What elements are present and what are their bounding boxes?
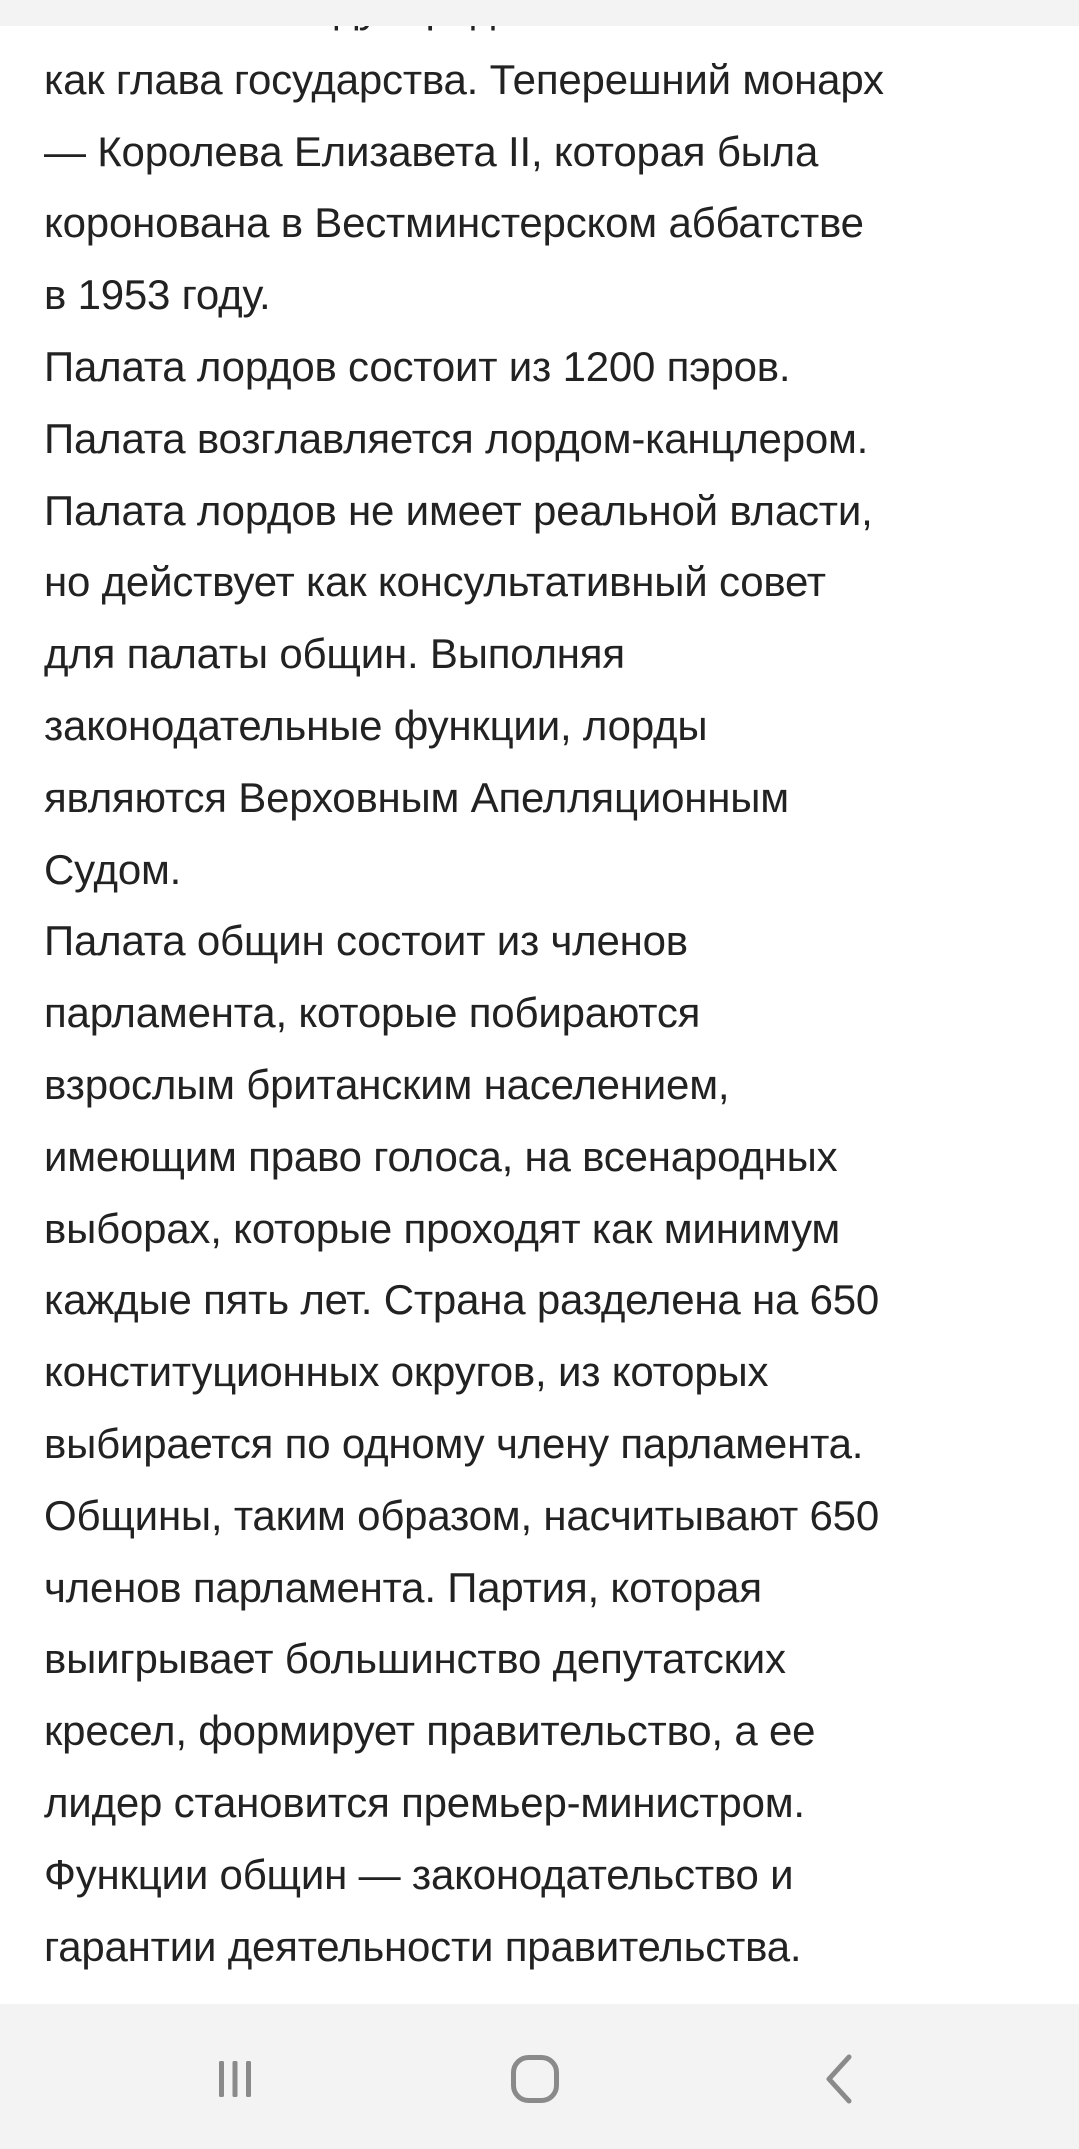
article-line: для палаты общин. Выполняя: [44, 630, 625, 678]
article-line: Палата возглавляется лордом-канцлером.: [44, 414, 869, 462]
article-line: являются Верховным Апелляционным: [44, 773, 789, 821]
back-icon: [811, 2049, 871, 2109]
home-icon: [505, 2049, 565, 2109]
article-line: в 1953 году.: [44, 271, 271, 319]
article-line: гарантии деятельности правительства.: [44, 1922, 802, 1970]
article-line: лидер становится премьер-министром.: [44, 1778, 805, 1826]
article-line: взрослым британским населением,: [44, 1060, 730, 1108]
article-line: выборах, которые проходят как минимум: [44, 1204, 841, 1252]
article-line: каждые пять лет. Страна разделена на 650: [44, 1276, 880, 1324]
article-line: коронована в Вестминстерском аббатстве: [44, 199, 864, 247]
article-line: но действует как консультативный совет: [44, 558, 826, 606]
recent-apps-icon: [205, 2049, 265, 2109]
article-line: Общины, таким образом, насчитывают 650: [44, 1491, 879, 1539]
article-line: парламента, которые побираются: [44, 989, 701, 1037]
back-button[interactable]: [796, 2034, 886, 2124]
article-line: Палата лордов не имеет реальной власти,: [44, 486, 873, 534]
article-line: кресел, формирует правительство, а ее: [44, 1707, 816, 1755]
article-text: [44, 0, 1054, 1972]
article-line: выигрывает большинство депутатских: [44, 1635, 786, 1683]
article-line: членов парламента. Партия, которая: [44, 1563, 762, 1611]
home-button[interactable]: [490, 2034, 580, 2124]
article-line: — Королева Елизавета II, которая была: [44, 127, 819, 175]
article-line: конституционных округов, из которых: [44, 1348, 769, 1396]
article-line: Судом.: [44, 845, 182, 893]
article-line: Палата общин состоит из членов: [44, 917, 688, 965]
status-bar-strip: [0, 0, 1079, 26]
article-line: законодательные функции, лорды: [44, 701, 708, 749]
article-line: имеющим право голоса, на всенародных: [44, 1132, 838, 1180]
article-line: Функции общин — законодательство и: [44, 1850, 794, 1898]
article-line: выбирается по одному члену парламента.: [44, 1419, 864, 1467]
navigation-bar: [0, 2004, 1079, 2149]
recent-apps-button[interactable]: [190, 2034, 280, 2124]
article-line: Палата лордов состоит из 1200 пэров.: [44, 342, 791, 390]
article-line: как глава государства. Теперешний монарх: [44, 55, 884, 103]
